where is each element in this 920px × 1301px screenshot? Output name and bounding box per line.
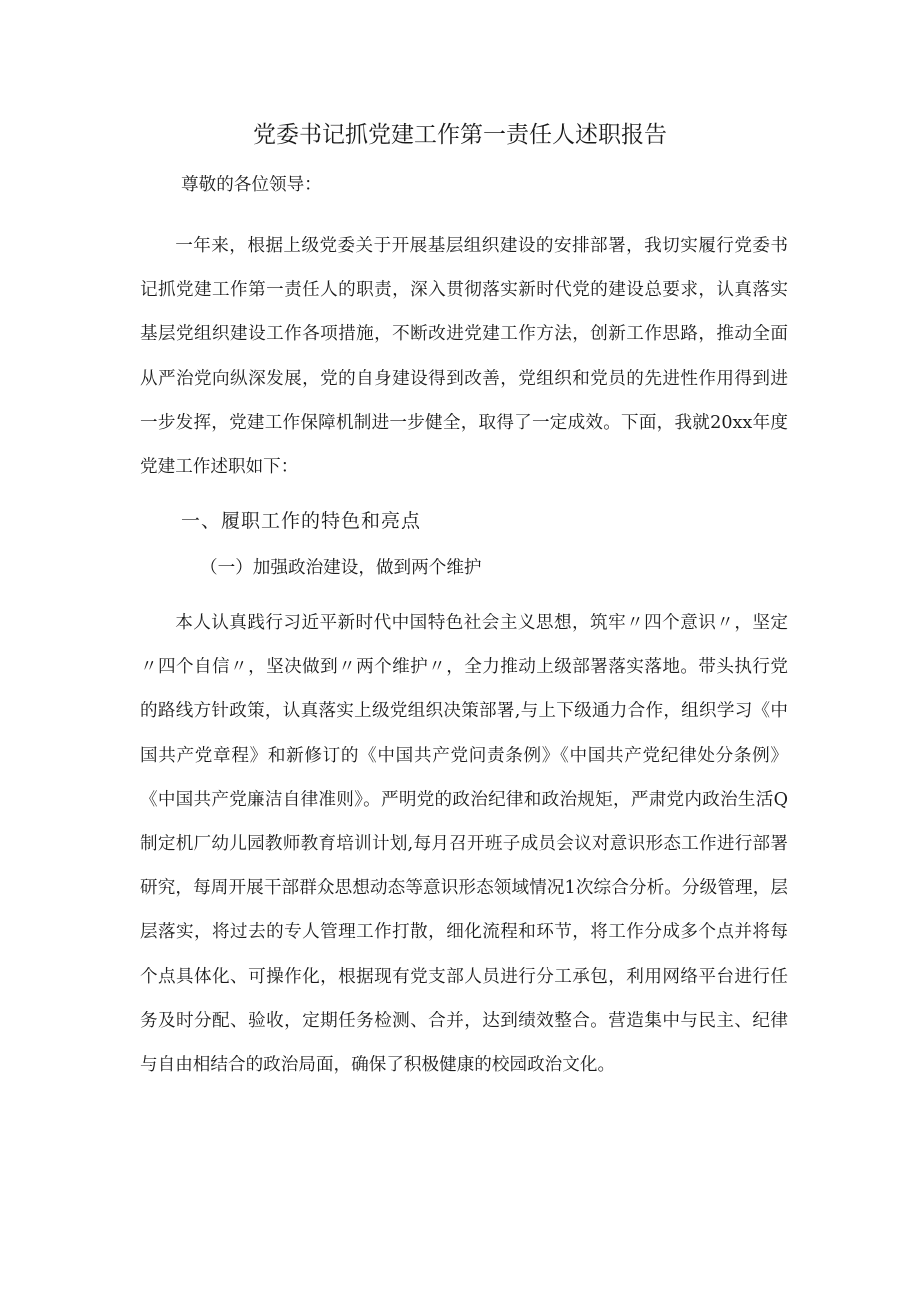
paragraph-political-building: 本人认真践行习近平新时代中国特色社会主义思想，筑牢〃四个意识〃，坚定〃四个自信〃，坚决做到〃两个维护〃，全力推动上级部署落实落地。带头执行党的路线方针政策，认真落实上级党组织决策部署,与上下级通力合作，组织学习《中国共产党章程》和新修订的《中国共产党问责条例》《中国共产党纪律处分条例》《中国共产党廉洁自律准则》。严明党的政治纪律和政治规矩，严肃党内政治生活Q制定机厂幼儿园教师教育培训计划,每月召开班子成员会议对意识形态工作进行部署研究，每周开展干部群众思想动态等意识形态领域情况1次综合分析。分级管理，层层落实，将过去的专人管理工作打散，细化流程和环节，将工作分成多个点并将每个点具体化、可操作化，根据现有党支部人员进行分工承包，利用网络平台进行任务及时分配、验收，定期任务检测、合并，达到绩效整合。营造集中与民主、纪律与自由相结合的政治局面，确保了积极健康的校园政治文化。 bbox=[140, 613, 788, 1076]
section-heading: 一、履职工作的特色和亮点 bbox=[181, 510, 422, 532]
subsection-heading: （一）加强政治建设，做到两个维护 bbox=[200, 558, 482, 578]
document-title: 党委书记抓党建工作第一责任人述职报告 bbox=[253, 122, 667, 148]
paragraph-intro: 一年来，根据上级党委关于开展基层组织建设的安排部署，我切实履行党委书记抓党建工作第一责任人的职责，深入贯彻落实新时代党的建设总要求，认真落实基层党组织建设工作各项措施，不断改进党建工作方法，创新工作思路，推动全面从严治党向纵深发展，党的自身建设得到改善，党组织和党员的先进性作用得到进一步发挥，党建工作保障机制进一步健全，取得了一定成效。下面，我就20xx年度党建工作述职如下： bbox=[140, 236, 788, 478]
greeting: 尊敬的各位领导： bbox=[181, 175, 322, 195]
